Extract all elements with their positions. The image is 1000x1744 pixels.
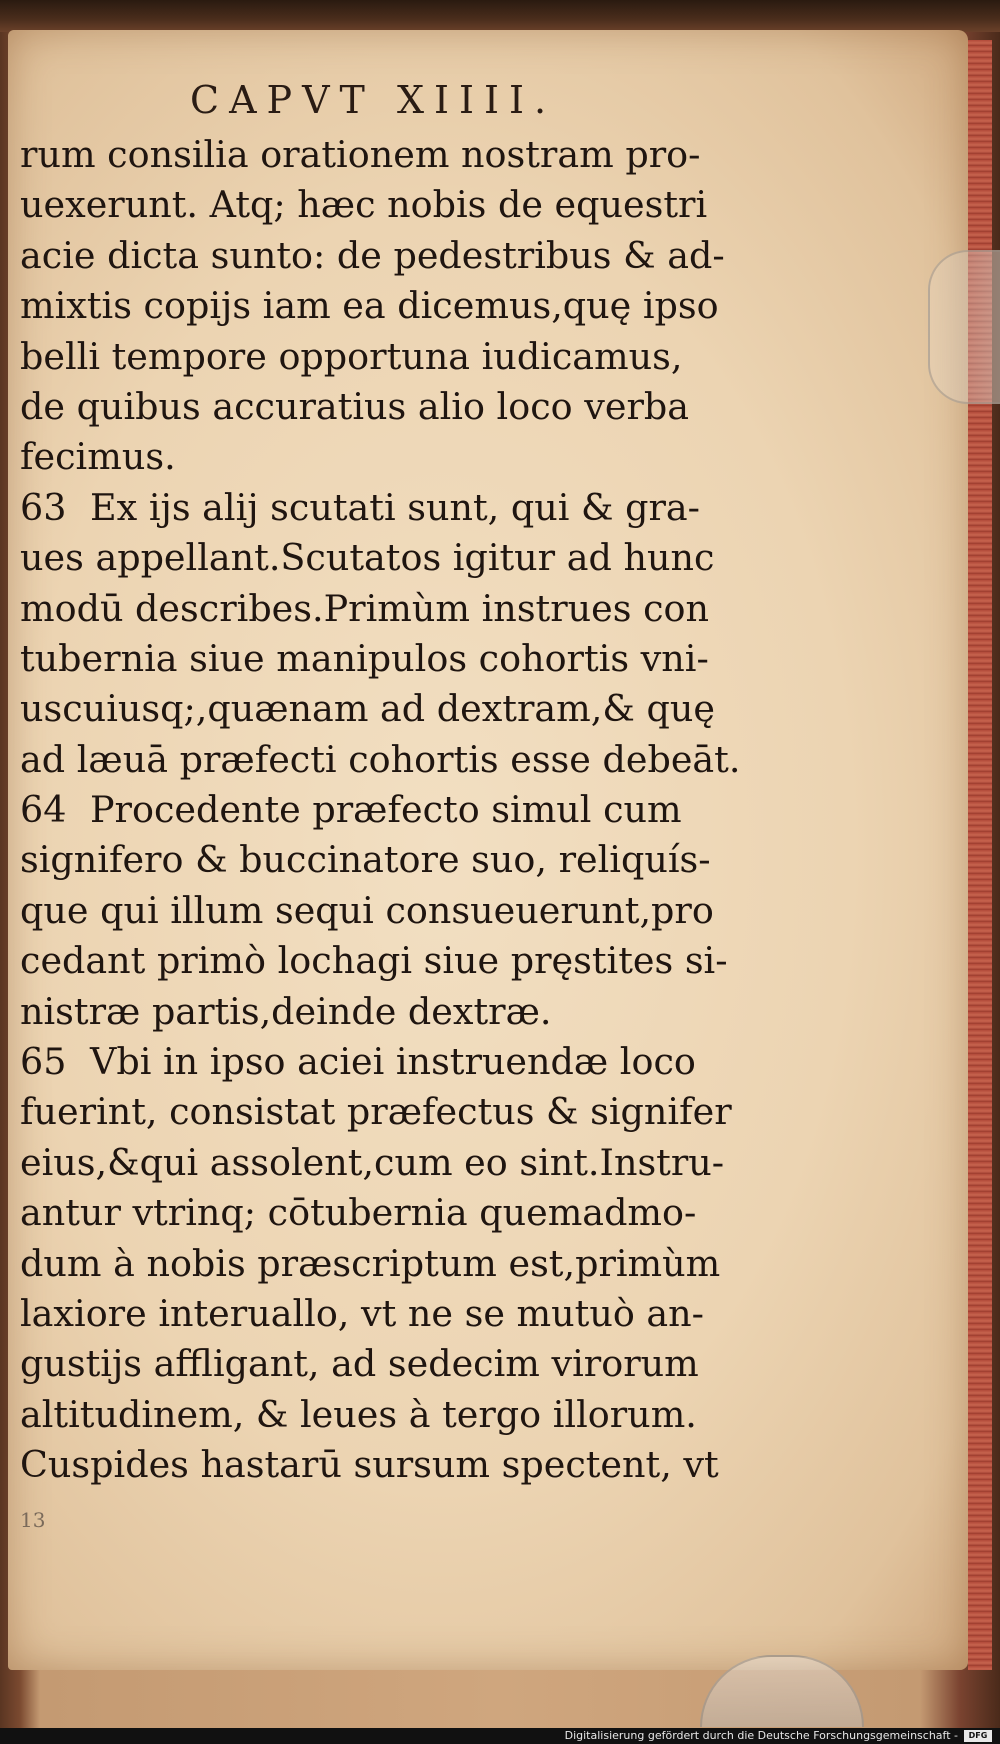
line-text: tubernia siue manipulos cohortis vni- [20,636,709,680]
line-text: Ex ijs alij scutati sunt, qui & gra- [90,485,701,529]
text-line [20,1087,740,1137]
text-line [20,584,740,634]
line-text: rum consilia orationem nostram pro- [20,133,701,176]
line-text: Procedente præfecto simul cum [90,788,682,832]
line-text: belli tempore opportuna iudicamus, [20,334,683,378]
text-line [20,382,740,432]
line-text: Vbi in ipso aciei instruendæ loco [90,1040,696,1084]
text-line [20,231,740,281]
text-line [20,785,740,835]
text-line [20,432,740,482]
running-head: CAPVT XIIII. [190,78,557,122]
paragraph-number: 65 [20,1040,67,1084]
body-text [20,130,740,1491]
line-text: uexerunt. Atq; hæc nobis de equestri [20,183,708,227]
line-text: modū describes.Primùm instrues con [20,586,710,630]
line-text: de quibus accuratius alio loco verba [20,384,690,428]
text-line [20,634,740,684]
line-text: antur vtrinq; cōtubernia quemadmo- [20,1191,697,1235]
line-text: nistræ partis,deinde dextræ. [20,989,552,1033]
text-line [20,1289,740,1339]
page-clip-right [928,250,1000,404]
text-line [20,332,740,382]
line-text: mixtis copijs iam ea dicemus,quę ipso [20,284,719,328]
signature-mark: 13 [20,1508,46,1532]
dfg-logo: DFG [964,1730,992,1742]
text-line [20,1390,740,1440]
text-line [20,735,740,785]
line-text: fuerint, consistat præfectus & signifer [20,1090,732,1134]
book-top-edge [0,0,1000,32]
text-line [20,1037,740,1087]
line-text: acie dicta sunto: de pedestribus & ad- [20,233,725,277]
text-line [20,987,740,1037]
line-text: ad læuā præfecti cohortis esse debeāt. [20,737,741,781]
text-line [20,684,740,734]
line-text: eius,&qui assolent,cum eo sint.Instru- [20,1140,725,1184]
line-text: fecimus. [20,435,176,479]
text-line [20,1339,740,1389]
text-line [20,533,740,583]
text-line [20,281,740,331]
footer-credit: Digitalisierung gefördert durch die Deutsche Forschungsgemeinschaft - [564,1729,958,1742]
line-text: signifero & buccinatore suo, reliquís- [20,838,711,882]
text-line [20,835,740,885]
text-line [20,1188,740,1238]
digitization-footer [0,1728,1000,1744]
line-text: laxiore interuallo, vt ne se mutuò an- [20,1291,705,1335]
text-line [20,1440,740,1490]
text-line [20,1138,740,1188]
text-line [20,130,740,180]
text-line [20,936,740,986]
line-text: cedant primò lochagi siue pręstites si- [20,939,728,983]
line-text: Cuspides hastarū sursum spectent, vt [20,1443,719,1487]
line-text: uscuiusq;,quænam ad dextram,& quę [20,687,715,731]
line-text: altitudinem, & leues à tergo illorum. [20,1392,697,1436]
text-line [20,483,740,533]
text-line [20,180,740,230]
text-line [20,1239,740,1289]
text-line [20,886,740,936]
line-text: gustijs affligant, ad sedecim virorum [20,1342,699,1386]
paragraph-number: 63 [20,485,67,529]
paragraph-number: 64 [20,788,67,832]
line-text: dum à nobis præscriptum est,primùm [20,1241,721,1285]
line-text: que qui illum sequi consueuerunt,pro [20,888,714,932]
line-text: ues appellant.Scutatos igitur ad hunc [20,536,715,580]
